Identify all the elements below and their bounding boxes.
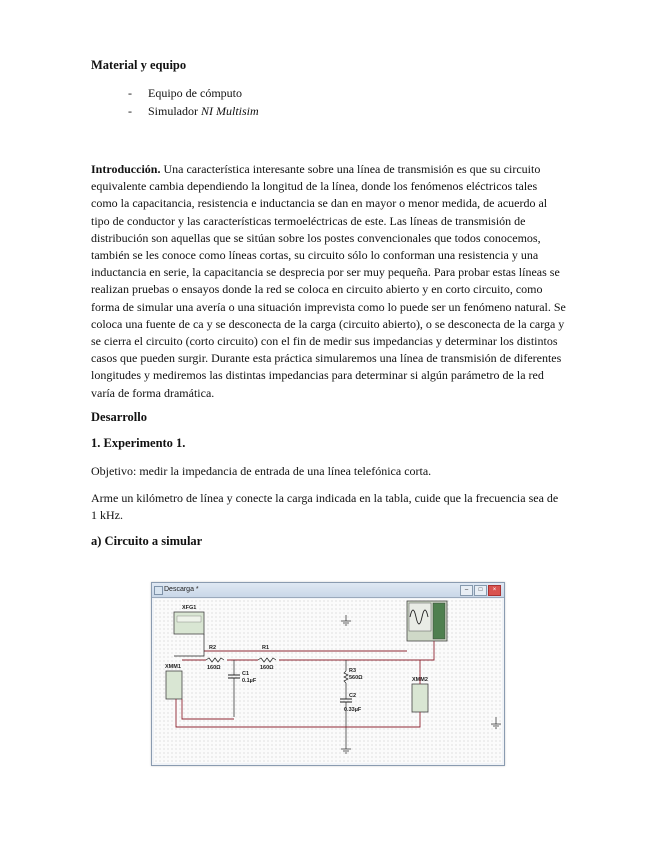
figure-heading: a) Circuito a simular (91, 534, 203, 549)
r1-value: 160Ω (260, 665, 274, 671)
list-item: - Simulador NI Multisim (128, 103, 259, 118)
resistor-r1[interactable] (258, 658, 276, 662)
function-generator[interactable] (174, 612, 204, 634)
c1-value: 0.1µF (242, 678, 257, 684)
multimeter-2[interactable] (412, 684, 428, 712)
xfg1-label: XFG1 (182, 605, 197, 611)
app-icon (154, 586, 163, 595)
r2-label: R2 (209, 645, 217, 651)
ground-icon (491, 717, 501, 728)
c2-value: 0.33µF (344, 707, 362, 713)
desarrollo-heading: Desarrollo (91, 409, 148, 424)
c2-label: C2 (349, 693, 357, 699)
material-list (91, 85, 566, 120)
resistor-r3[interactable] (344, 671, 348, 683)
xmm2-label: XMM2 (412, 677, 428, 683)
objetivo-text: Objetivo: medir la impedancia de entrada de una línea telefónica corta. (91, 463, 432, 478)
ground-icon (341, 615, 351, 625)
material-heading: Material y equipo (91, 58, 187, 72)
intro-paragraph: Introducción. Una característica interesante sobre una línea de transmisión es que su circuito equivalente cambia dependiendo la longitud de la línea, donde los fenómenos eléctricos tales como la capacitancia, resistencia e inductancia se dan en mayor o menor medida, de acuerdo al tipo de conductor y las características termoeléctricas de este. Las líneas de transmisión de distribución son aquellas que se sitúan sobre los postes convencionales que todos conocemos, también se les conoce como líneas cortas, su circuito sólo lo conforman una resistencia y una inductancia en serie, la capacitancia se desprecia por ser muy pequeña. Para probar estas líneas se realizan pruebas o ensayos donde la red se coloca en circuito abierto y en corto circuito, como forma de simular una avería o una situación imprevista como lo puede ser un fenómeno natural. Se coloca una fuente de ca y se desconecta de la carga (circuito abierto), o se desconecta de la carga y se cierra el circuito (corto circuito) con el fin de medir sus impedancias y determinar los distintos casos que pueden surgir. Durante esta práctica simularemos una línea de transmisión de diferentes longitudes y mediremos las distintas impedancias para determinar si algún parámetro de la red varía de forma dramática. (91, 162, 566, 400)
schematic-canvas (154, 599, 502, 763)
ground-icon (341, 749, 351, 753)
multimeter-1[interactable] (166, 671, 182, 699)
r3-value: 560Ω (349, 675, 363, 681)
minimize-icon[interactable]: – (460, 585, 473, 596)
maximize-icon[interactable]: □ (474, 585, 487, 596)
r2-value: 160Ω (207, 665, 221, 671)
schematic (154, 599, 502, 763)
document-page (91, 58, 566, 549)
experiment-heading: 1. Experimento 1. (91, 435, 186, 450)
window-titlebar (152, 583, 504, 598)
r1-label: R1 (262, 645, 270, 651)
c1-label: C1 (242, 671, 250, 677)
close-icon[interactable]: × (488, 585, 501, 596)
multisim-screenshot (151, 582, 505, 766)
instructions-text: Arme un kilómetro de línea y conecte la carga indicada en la tabla, cuide que la frecuencia sea de 1 kHz. (91, 491, 559, 523)
r3-label: R3 (349, 668, 357, 674)
xmm1-label: XMM1 (165, 664, 181, 670)
window-title: Descarga * (164, 586, 199, 593)
resistor-r2[interactable] (206, 658, 224, 662)
list-item: - Equipo de cómputo (128, 86, 242, 100)
